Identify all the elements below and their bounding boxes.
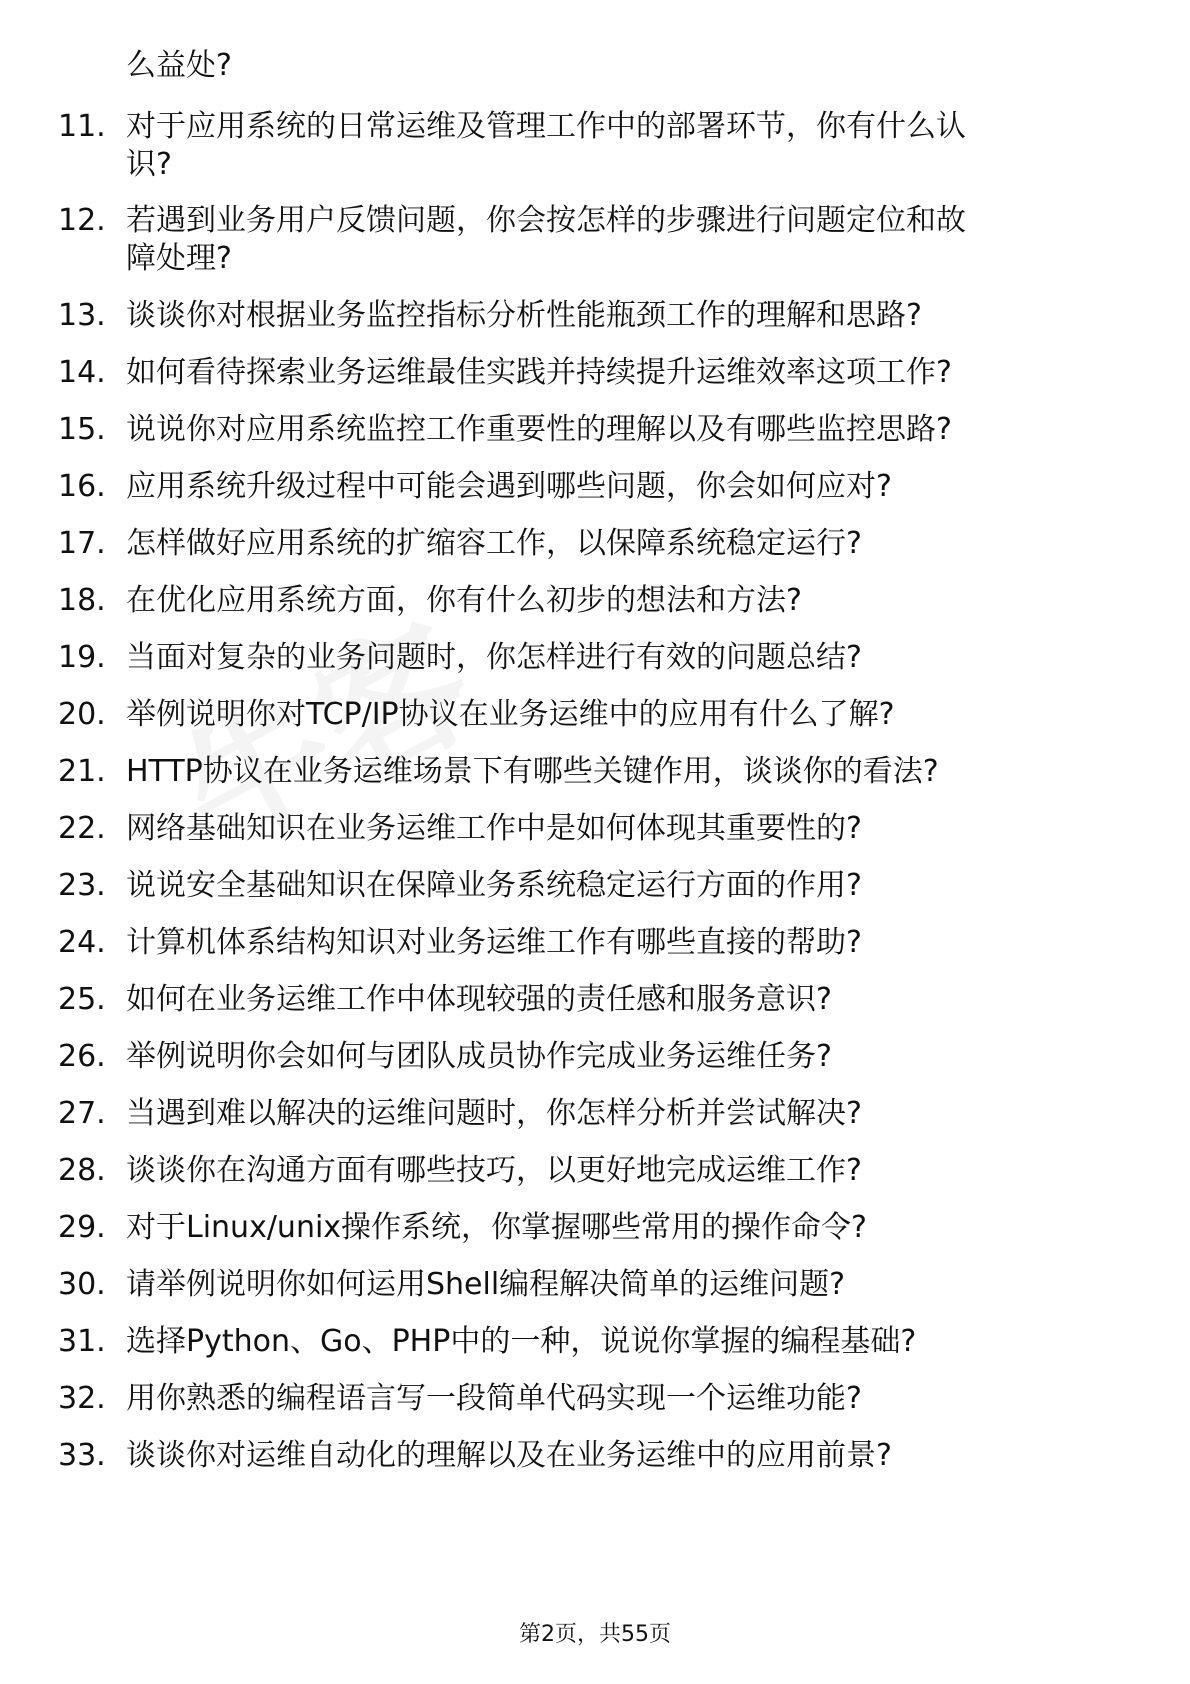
question-number: 16. (58, 469, 106, 504)
question-number: 29. (58, 1210, 106, 1245)
question-number: 33. (58, 1438, 106, 1473)
question-number: 31. (58, 1324, 106, 1359)
question-number: 17. (58, 526, 106, 561)
question-text: 当面对复杂的业务问题时，你怎样进行有效的问题总结? (126, 640, 862, 675)
question-text: 应用系统升级过程中可能会遇到哪些问题，你会如何应对? (126, 469, 892, 504)
question-text: 计算机体系结构知识对业务运维工作有哪些直接的帮助? (126, 925, 862, 960)
question-text: 若遇到业务用户反馈问题，你会按怎样的步骤进行问题定位和故 (126, 203, 966, 238)
question-number: 11. (58, 109, 106, 144)
question-number: 19. (58, 640, 106, 675)
question-text-continued: 识? (126, 147, 172, 182)
question-text: 么益处? (126, 48, 232, 83)
question-text: 如何在业务运维工作中体现较强的责任感和服务意识? (126, 982, 832, 1017)
question-number: 24. (58, 925, 106, 960)
question-number: 13. (58, 298, 106, 333)
page-footer: 第2页，共55页 (519, 1622, 671, 1647)
question-number: 20. (58, 697, 106, 732)
question-number: 28. (58, 1153, 106, 1188)
question-text: 对于应用系统的日常运维及管理工作中的部署环节，你有什么认 (126, 109, 966, 144)
question-number: 23. (58, 868, 106, 903)
question-text: 说说你对应用系统监控工作重要性的理解以及有哪些监控思路? (126, 412, 952, 447)
question-text: 怎样做好应用系统的扩缩容工作，以保障系统稳定运行? (126, 526, 862, 561)
question-number: 32. (58, 1381, 106, 1416)
question-text: 请举例说明你如何运用Shell编程解决简单的运维问题? (126, 1267, 846, 1302)
question-text: HTTP协议在业务运维场景下有哪些关键作用，谈谈你的看法? (126, 754, 939, 789)
question-text: 当遇到难以解决的运维问题时，你怎样分析并尝试解决? (126, 1096, 862, 1131)
question-text: 对于Linux/unix操作系统，你掌握哪些常用的操作命令? (126, 1210, 867, 1245)
question-text: 说说安全基础知识在保障业务系统稳定运行方面的作用? (126, 868, 862, 903)
question-text: 举例说明你对TCP/IP协议在业务运维中的应用有什么了解? (126, 697, 895, 732)
question-number: 18. (58, 583, 106, 618)
question-number: 30. (58, 1267, 106, 1302)
question-text: 网络基础知识在业务运维工作中是如何体现其重要性的? (126, 811, 862, 846)
question-number: 27. (58, 1096, 106, 1131)
question-text-continued: 障处理? (126, 241, 232, 276)
question-text: 用你熟悉的编程语言写一段简单代码实现一个运维功能? (126, 1381, 862, 1416)
question-text: 谈谈你在沟通方面有哪些技巧，以更好地完成运维工作? (126, 1153, 862, 1188)
question-text: 如何看待探索业务运维最佳实践并持续提升运维效率这项工作? (126, 355, 952, 390)
question-number: 26. (58, 1039, 106, 1074)
question-text: 谈谈你对运维自动化的理解以及在业务运维中的应用前景? (126, 1438, 892, 1473)
question-text: 在优化应用系统方面，你有什么初步的想法和方法? (126, 583, 802, 618)
question-text: 谈谈你对根据业务监控指标分析性能瓶颈工作的理解和思路? (126, 298, 922, 333)
question-number: 14. (58, 355, 106, 390)
question-number: 22. (58, 811, 106, 846)
question-number: 21. (58, 754, 106, 789)
question-number: 12. (58, 203, 106, 238)
question-number: 25. (58, 982, 106, 1017)
question-text: 选择Python、Go、PHP中的一种，说说你掌握的编程基础? (126, 1324, 917, 1359)
question-number: 15. (58, 412, 106, 447)
question-text: 举例说明你会如何与团队成员协作完成业务运维任务? (126, 1039, 832, 1074)
